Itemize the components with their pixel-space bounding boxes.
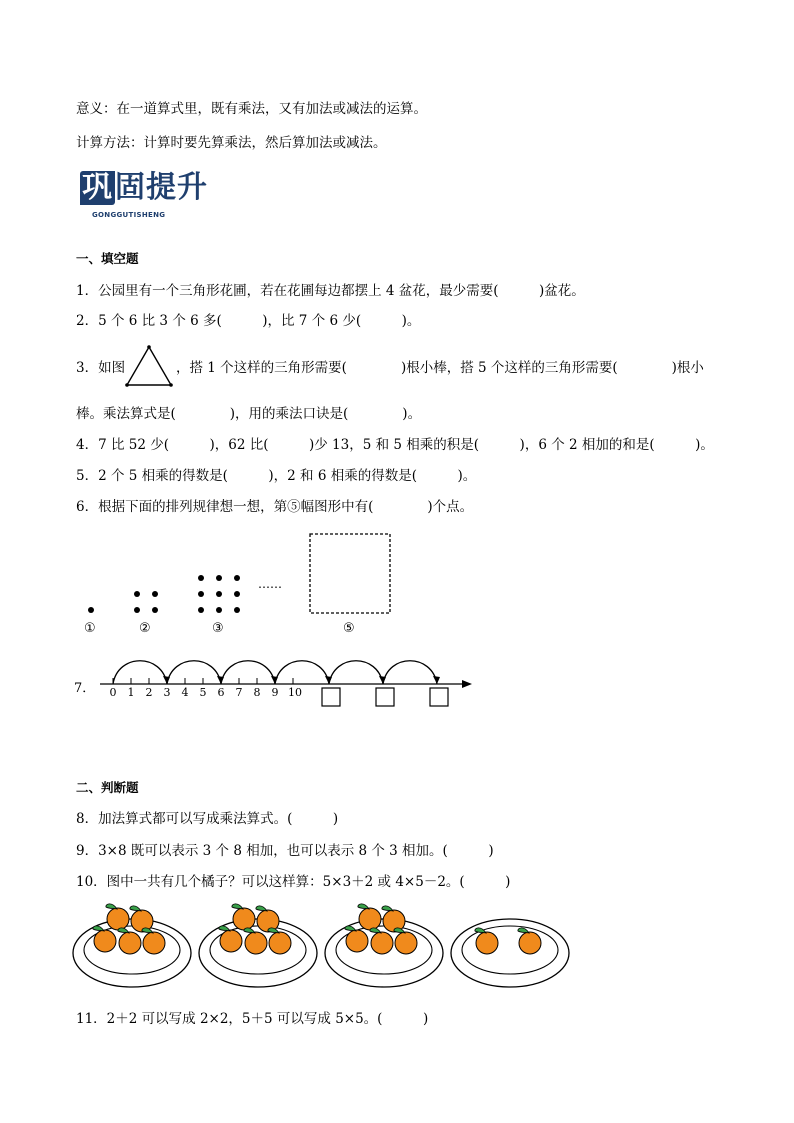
arrow-head [462, 680, 472, 688]
arc-arrowhead [217, 676, 224, 684]
question-2: 2．5 个 6 比 3 个 6 多( )，比 7 个 6 少( )。 [76, 313, 421, 329]
logo-title [80, 171, 208, 205]
orange [358, 904, 381, 930]
dot [234, 591, 240, 597]
tick-marks [113, 678, 293, 684]
question-10: 10．图中一共有几个橘子？可以这样算：5×3＋2 或 4×5－2。( ) [76, 874, 511, 890]
triangle-vertex-right [169, 383, 173, 387]
orange [382, 906, 405, 932]
orange [130, 906, 153, 932]
number-line-figure [74, 655, 480, 713]
triangle-figure [124, 345, 174, 389]
arc-arrowhead [433, 676, 440, 684]
dot [216, 607, 222, 613]
question-3-continued: 棒。乘法算式是( )，用的乘法口诀是( )。 [76, 406, 422, 422]
intro-method: 计算方法：计算时要先算乘法，然后算加法或减法。 [76, 135, 387, 151]
answer-box-1[interactable] [322, 688, 340, 706]
tick-label: 8 [253, 686, 261, 699]
intro-meaning: 意义：在一道算式里，既有乘法，又有加法或减法的运算。 [76, 101, 427, 117]
figure-label-3: ③ [212, 621, 224, 636]
dot [134, 607, 140, 613]
question-7-label: 7． [74, 681, 96, 696]
figure-label-5: ⑤ [343, 621, 355, 636]
jump-arc [113, 661, 167, 684]
tick-label: 3 [163, 686, 171, 699]
tick-label: 9 [271, 686, 279, 699]
plate-2 [199, 904, 317, 987]
jump-arc [275, 661, 329, 684]
dot [198, 591, 204, 597]
question-8: 8．加法算式都可以写成乘法算式。( ) [76, 811, 339, 827]
tick-label: 0 [109, 686, 117, 699]
dot [152, 591, 158, 597]
tick-label: 2 [145, 686, 153, 699]
jump-arc [167, 661, 221, 684]
jump-arc [329, 661, 383, 684]
orange [106, 904, 129, 930]
arc-arrowhead [271, 676, 278, 684]
oranges-on-plates-figure [70, 898, 590, 998]
triangle-vertex-left [125, 383, 129, 387]
question-1: 1．公园里有一个三角形花圃，若在花圃每边都摆上 4 盆花，最少需要( )盆花。 [76, 283, 585, 299]
plate-1 [73, 904, 191, 987]
tick-label: 7 [235, 686, 243, 699]
arc-arrowheads [163, 676, 440, 684]
jump-arc [383, 661, 437, 684]
tick-label: 4 [181, 686, 189, 699]
question-3-text: ，搭 1 个这样的三角形需要( )根小棒，搭 5 个这样的三角形需要( )根小 [176, 360, 704, 376]
logo-subtitle: GONGGUTISHENG [92, 211, 166, 219]
arc-arrowhead [379, 676, 386, 684]
plate-3 [325, 904, 443, 987]
jump-arc [221, 661, 275, 684]
dot [198, 607, 204, 613]
triangle-side-left [127, 347, 149, 385]
dot [152, 607, 158, 613]
question-11: 11．2＋2 可以写成 2×2，5＋5 可以写成 5×5。( ) [76, 1011, 429, 1027]
figure-label-2: ② [139, 621, 151, 636]
orange [256, 906, 279, 932]
question-3-prefix: 3．如图 [76, 360, 126, 376]
question-5: 5．2 个 5 相乘的得数是( )，2 和 6 相乘的得数是( )。 [76, 468, 477, 484]
answer-box-3[interactable] [430, 688, 448, 706]
logo-rest: 固提升 [115, 170, 208, 205]
question-9: 9．3×8 既可以表示 3 个 8 相加，也可以表示 8 个 3 相加。( ) [76, 843, 494, 859]
tick-labels [110, 686, 303, 699]
dot [198, 575, 204, 581]
dot [234, 575, 240, 581]
answer-box-2[interactable] [376, 688, 394, 706]
question-6: 6．根据下面的排列规律想一想，第⑤幅图形中有( )个点。 [76, 499, 474, 515]
dot [216, 591, 222, 597]
ellipsis: …… [258, 577, 282, 591]
dot [234, 607, 240, 613]
arc-arrowhead [163, 676, 170, 684]
tick-label: 10 [288, 686, 302, 699]
logo-first-char: 巩 [82, 170, 113, 205]
dot [216, 575, 222, 581]
plate-4 [451, 919, 569, 987]
section-judgment-title: 二、判断题 [76, 780, 139, 795]
dot [88, 607, 94, 613]
blank-figure-box [310, 534, 390, 613]
tick-label: 5 [199, 686, 207, 699]
dot [134, 591, 140, 597]
section-fill-blank-title: 一、填空题 [76, 251, 139, 266]
tick-label: 1 [127, 686, 135, 699]
triangle-side-right [149, 347, 171, 385]
dot-pattern-figure [80, 532, 420, 637]
question-4: 4．7 比 52 少( )，62 比( )少 13，5 和 5 相乘的积是( )，6 个 2 相加的和是( )。 [76, 437, 714, 453]
logo [80, 170, 280, 219]
figure-label-1: ① [84, 621, 96, 636]
orange [232, 904, 255, 930]
triangle-vertex-top [147, 345, 151, 349]
tick-label: 6 [217, 686, 225, 699]
arc-arrowhead [325, 676, 332, 684]
